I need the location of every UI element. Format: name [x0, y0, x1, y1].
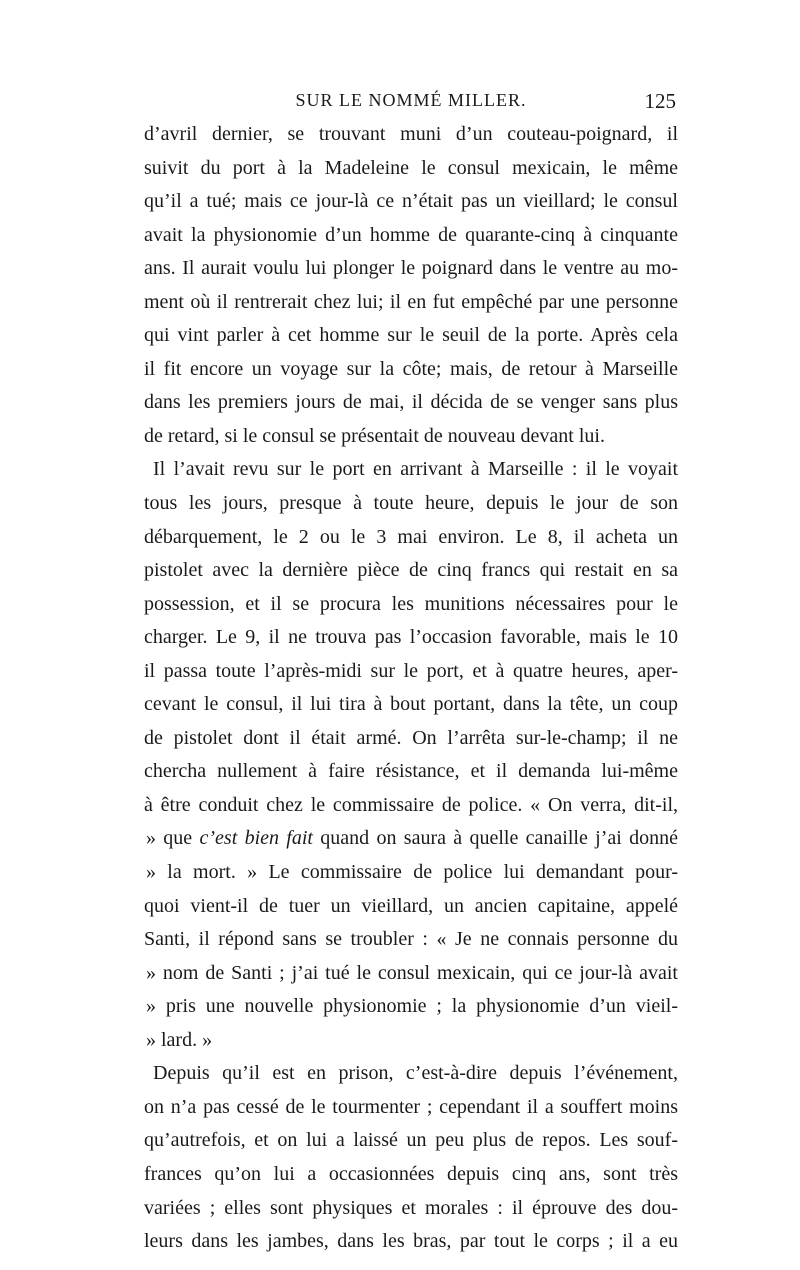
- quote-prefix: » que: [146, 827, 193, 850]
- text-line: » nom de Santi ; j’ai tué le consul mexicain, qui ce jour-là avait: [146, 961, 678, 984]
- page-number: 125: [644, 89, 676, 113]
- text-line: » la mort. » Le commissaire de police lui demandant pour-: [146, 861, 678, 884]
- text-line: il fit encore un voyage sur la côte; mais, de retour à Marseille: [144, 357, 678, 380]
- text-line: avait la physionomie d’un homme de quarante-cinq à cinquante: [144, 223, 678, 246]
- text-line: Depuis qu’il est en prison, c’est-à-dire depuis l’événement,: [153, 1062, 678, 1085]
- text-line: leurs dans les jambes, dans les bras, par tout le corps ; il a eu: [144, 1230, 678, 1253]
- text-line: Santi, il répond sans se troubler : « Je ne connais personne du: [144, 928, 678, 951]
- text-line: de retard, si le consul se présentait de nouveau devant lui.: [144, 424, 605, 447]
- text-line: quoi vient-il de tuer un vieillard, un ancien capitaine, appelé: [144, 894, 678, 917]
- text-line: débarquement, le 2 ou le 3 mai environ. Le 8, il acheta un: [144, 525, 678, 548]
- text-line: tous les jours, presque à toute heure, depuis le jour de son: [144, 492, 678, 515]
- text-line: qu’il a tué; mais ce jour-là ce n’était pas un vieillard; le consul: [144, 190, 678, 213]
- quote-suffix: quand on saura à quelle canaille j’ai donné: [320, 827, 678, 850]
- body-text: [144, 118, 678, 1259]
- text-line: frances qu’on lui a occasionnées depuis cinq ans, sont très: [144, 1162, 678, 1185]
- running-head: [144, 90, 678, 120]
- italic-phrase: c’est bien fait: [199, 827, 313, 850]
- text-line: » lard. »: [146, 1028, 213, 1051]
- text-line: on n’a pas cessé de le tourmenter ; cependant il a souffert moins: [144, 1095, 678, 1118]
- text-line-with-italic: [144, 822, 678, 856]
- text-line: à être conduit chez le commissaire de police. « On verra, dit-il,: [144, 793, 678, 816]
- text-line: » pris une nouvelle physionomie ; la physionomie d’un vieil-: [146, 995, 678, 1018]
- text-line: suivit du port à la Madeleine le consul mexicain, le même: [144, 156, 678, 179]
- text-line: il passa toute l’après-midi sur le port, et à quatre heures, aper-: [144, 659, 678, 682]
- text-line: variées ; elles sont physiques et morales : il éprouve des dou-: [144, 1196, 678, 1219]
- text-line: pistolet avec la dernière pièce de cinq francs qui restait en sa: [144, 559, 678, 582]
- text-line: de pistolet dont il était armé. On l’arrêta sur-le-champ; il ne: [144, 726, 678, 749]
- text-line: possession, et il se procura les munitions nécessaires pour le: [144, 592, 678, 615]
- text-line: dans les premiers jours de mai, il décida de se venger sans plus: [144, 391, 678, 414]
- text-line: d’avril dernier, se trouvant muni d’un couteau-poignard, il: [144, 123, 678, 145]
- text-line: qui vint parler à cet homme sur le seuil de la porte. Après cela: [144, 324, 678, 347]
- running-title: SUR LE NOMMÉ MILLER.: [295, 90, 527, 110]
- text-line: ans. Il aurait voulu lui plonger le poignard dans le ventre au mo-: [144, 257, 678, 280]
- text-line: chercha nullement à faire résistance, et il demanda lui-même: [144, 760, 678, 783]
- text-line: charger. Le 9, il ne trouva pas l’occasion favorable, mais le 10: [144, 626, 678, 649]
- text-line: ment où il rentrerait chez lui; il en fut empêché par une personne: [144, 290, 678, 313]
- text-line: cevant le consul, il lui tira à bout portant, dans la tête, un coup: [144, 693, 678, 716]
- text-line: qu’autrefois, et on lui a laissé un peu plus de repos. Les souf-: [144, 1129, 678, 1152]
- text-line: Il l’avait revu sur le port en arrivant à Marseille : il le voyait: [153, 458, 678, 481]
